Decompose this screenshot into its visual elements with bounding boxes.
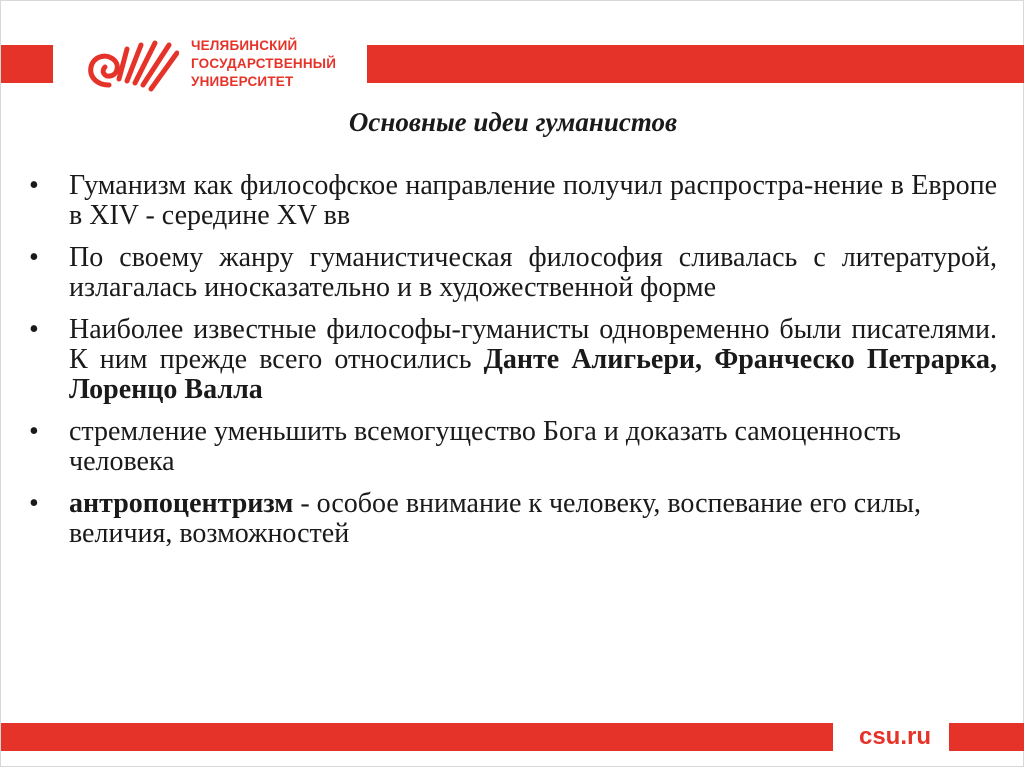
university-name xyxy=(191,37,361,91)
bullet-text: По своему жанру гуманистическая философия сливалась с литературой, излагалась иносказательно и в художественной форме xyxy=(69,242,997,303)
bullet-item-5 xyxy=(29,489,997,549)
footer-red-bar-right xyxy=(949,723,1024,751)
bullet-text: Наиболее известные философы-гуманисты одновременно были писателями. К ним прежде всего относились xyxy=(69,314,997,375)
header-red-bar-right xyxy=(367,45,1024,83)
logo-line-2: ГОСУДАРСТВЕННЫЙ xyxy=(191,56,337,71)
bullet-list xyxy=(29,171,997,561)
bullet-dot: • xyxy=(29,416,39,447)
university-logo-icon xyxy=(75,31,179,105)
bullet-bold-names: Данте Алигьери, Франческо Петрарка, Лоренцо Валла xyxy=(69,344,997,405)
bullet-text: Гуманизм как философское направление получил распростра-нение в Европе в XIV - середине XV вв xyxy=(69,170,997,231)
site-link[interactable]: csu.ru xyxy=(858,723,932,750)
logo-line-3: УНИВЕРСИТЕТ xyxy=(191,74,294,89)
slide-title: Основные идеи гуманистов xyxy=(348,107,678,137)
bullet-dot: • xyxy=(29,170,39,201)
bullet-item-1 xyxy=(29,171,997,231)
bullet-dot: • xyxy=(29,314,39,345)
bullet-dot: • xyxy=(29,242,39,273)
bullet-item-2 xyxy=(29,243,997,303)
header-red-bar-left xyxy=(1,45,53,83)
bullet-text: - особое внимание к человеку, воспевание его силы, величия, возможностей xyxy=(69,488,921,549)
bullet-text: стремление уменьшить всемогущество Бога и доказать самоценность человека xyxy=(69,416,901,477)
logo-line-1: ЧЕЛЯБИНСКИЙ xyxy=(191,38,298,53)
bullet-item-4 xyxy=(29,417,997,477)
footer-red-bar-left xyxy=(1,723,833,751)
bullet-dot: • xyxy=(29,488,39,519)
bullet-item-3 xyxy=(29,315,997,405)
bullet-bold-term: антропоцентризм xyxy=(69,488,294,519)
